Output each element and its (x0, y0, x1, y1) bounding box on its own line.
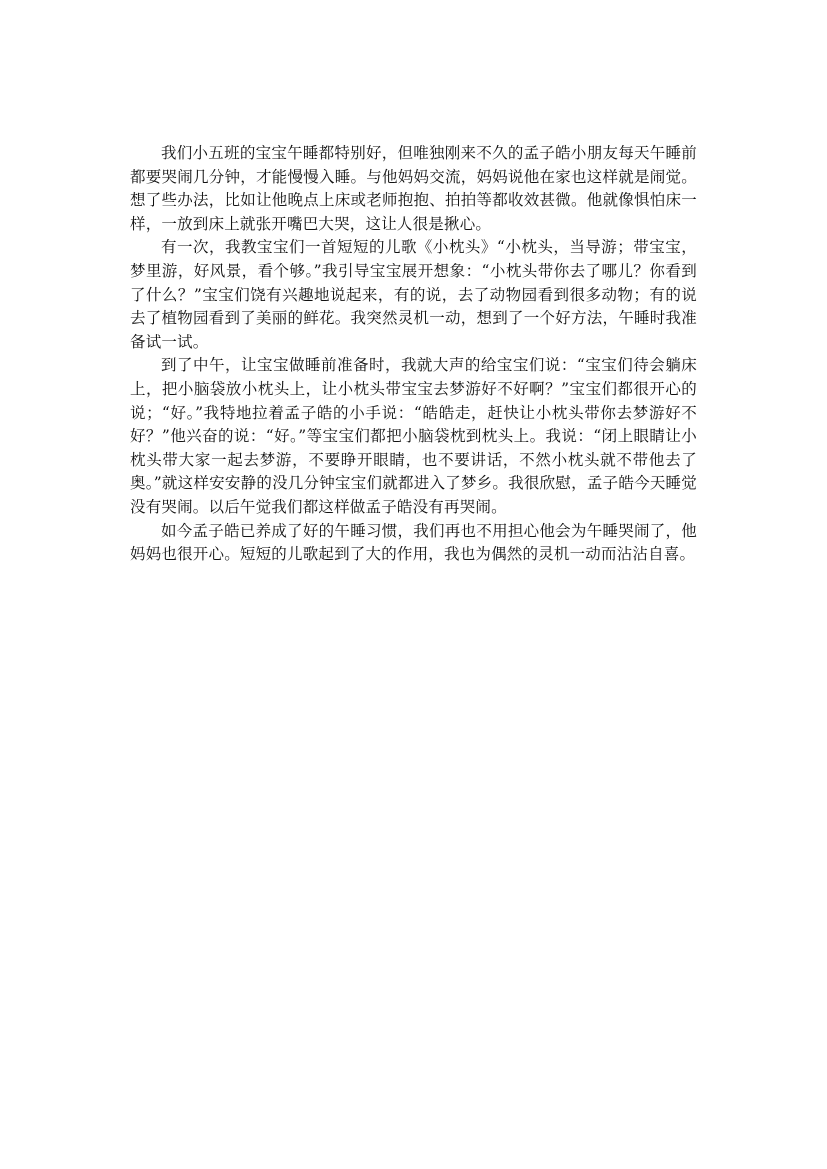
paragraph-3: 到了中午，让宝宝做睡前准备时，我就大声的给宝宝们说：“宝宝们待会躺床上，把小脑袋放小枕头上，让小枕头带宝宝去梦游好不好啊？”宝宝们都很开心的说；“好。”我特地拉着孟子皓的小手说：“皓皓走，赶快让小枕头带你去梦游好不好？”他兴奋的说：“好。”等宝宝们都把小脑袋枕到枕头上。我说：“闭上眼睛让小枕头带大家一起去梦游，不要睁开眼睛，也不要讲话，不然小枕头就不带他去了奥。”就这样安安静的没几分钟宝宝们就都进入了梦乡。我很欣慰，孟子皓今天睡觉没有哭闹。以后午觉我们都这样做孟子皓没有再哭闹。 (130, 356, 697, 516)
paragraph-4: 如今孟子皓已养成了好的午睡习惯，我们再也不用担心他会为午睡哭闹了，他妈妈也很开心。短短的儿歌起到了大的作用，我也为偶然的灵机一动而沾沾自喜。 (130, 521, 697, 564)
paragraph-2: 有一次，我教宝宝们一首短短的儿歌《小枕头》“小枕头，当导游；带宝宝，梦里游，好风景，看个够。”我引导宝宝展开想象：“小枕头带你去了哪儿？你看到了什么？”宝宝们饶有兴趣地说起来，有的说，去了动物园看到很多动物；有的说去了植物园看到了美丽的鲜花。我突然灵机一动，想到了一个好方法，午睡时我准备试一试。 (130, 238, 697, 351)
document-body (130, 142, 697, 567)
paragraph-1: 我们小五班的宝宝午睡都特别好，但唯独刚来不久的孟子皓小朋友每天午睡前都要哭闹几分钟，才能慢慢入睡。与他妈妈交流，妈妈说他在家也这样就是闹觉。想了些办法，比如让他晚点上床或老师抱抱、拍拍等都收效甚微。他就像惧怕床一样，一放到床上就张开嘴巴大哭，这让人很是揪心。 (130, 144, 697, 233)
